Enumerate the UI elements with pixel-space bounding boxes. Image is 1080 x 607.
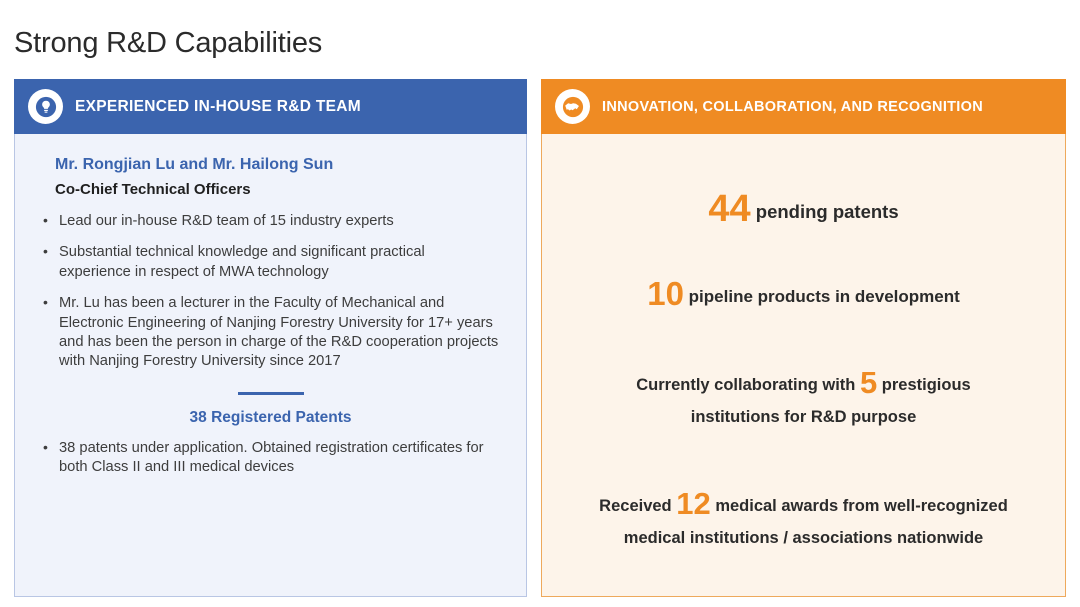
- list-item: • Lead our in-house R&D team of 15 industry experts: [41, 212, 500, 231]
- stat-number: 10: [647, 275, 684, 312]
- stat-number: 12: [676, 485, 711, 521]
- left-panel-body: [14, 134, 527, 597]
- stat-prefix: Currently collaborating with: [636, 376, 856, 394]
- left-sub-bullet-list: [41, 439, 500, 478]
- stat-label: pending patents: [755, 201, 899, 222]
- stat-label-line2: medical institutions / associations nationwide: [623, 528, 984, 547]
- officer-role: Co-Chief Technical Officers: [55, 181, 251, 198]
- officer-names: Mr. Rongjian Lu and Mr. Hailong Sun: [55, 156, 334, 173]
- stat-medical-awards: [562, 482, 1045, 551]
- left-panel: [14, 79, 527, 597]
- stat-number: 44: [708, 188, 751, 230]
- list-item: • Substantial technical knowledge and significant practical experience in respect of MWA technology: [41, 243, 500, 282]
- stat-label: medical awards from well-recognized: [715, 496, 1008, 515]
- page-title: Strong R&D Capabilities: [14, 27, 323, 60]
- right-panel-header-label: INNOVATION, COLLABORATION, AND RECOGNITION: [602, 98, 983, 115]
- right-panel-header: [541, 79, 1066, 134]
- lightbulb-gear-icon: [28, 89, 63, 124]
- stat-prefix: Received: [599, 496, 672, 515]
- left-bullet-list: [41, 212, 500, 372]
- divider: [238, 392, 304, 395]
- stat-label-line2: institutions for R&D purpose: [690, 407, 917, 426]
- stat-label: pipeline products in development: [688, 287, 960, 306]
- left-panel-header: [14, 79, 527, 134]
- right-panel: [541, 79, 1066, 597]
- stat-pending-patents: [562, 188, 1045, 231]
- right-panel-body: [541, 134, 1066, 597]
- stat-number: 5: [859, 365, 878, 400]
- list-item: • 38 patents under application. Obtained registration certificates for both Class II and III medical devices: [41, 439, 500, 478]
- left-panel-header-label: EXPERIENCED IN-HOUSE R&D TEAM: [75, 97, 362, 115]
- list-item: • Mr. Lu has been a lecturer in the Faculty of Mechanical and Electronic Engineering of Nanjing Forestry University for 17+ years and has been the person in charge of the R&D cooperation projects with Nanjing Forestry University since 2017: [41, 294, 500, 372]
- stat-pipeline-products: [562, 275, 1045, 313]
- stat-collaborations: [562, 361, 1045, 430]
- stat-label: prestigious: [881, 376, 971, 394]
- handshake-icon: [555, 89, 590, 124]
- registered-patents-heading: 38 Registered Patents: [189, 408, 352, 426]
